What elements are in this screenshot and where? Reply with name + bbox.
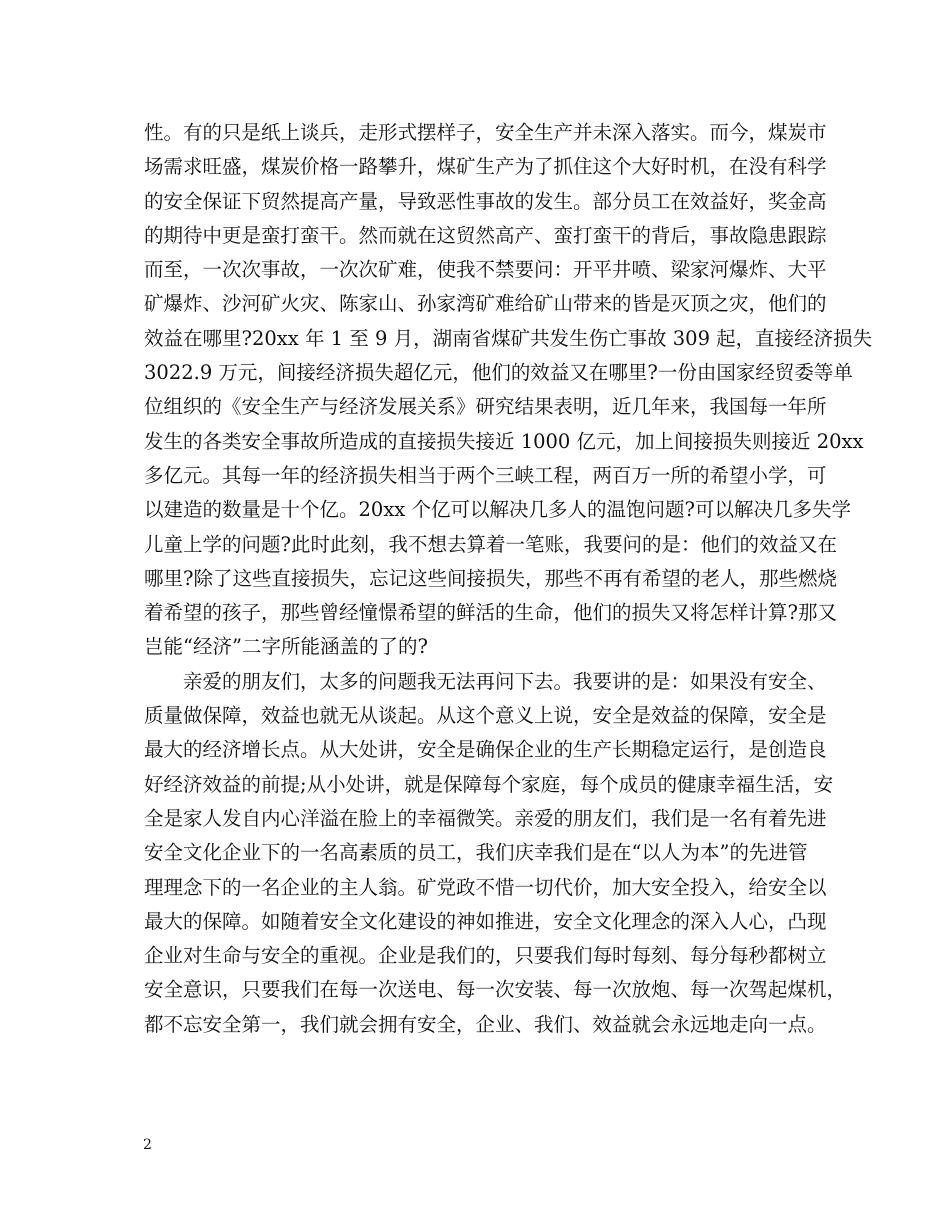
text-line: 以建造的数量是十个亿。20xx 个亿可以解决几多人的温饱问题?可以解决几多失学	[144, 498, 851, 522]
text-line: 场需求旺盛，煤炭价格一路攀升，煤矿生产为了抓住这个大好时机，在没有科学	[144, 155, 827, 179]
text-line: 3022.9 万元，间接经济损失超亿元，他们的效益又在哪里?一份由国家经贸委等单	[144, 361, 853, 385]
text-line: 都不忘安全第一，我们就会拥有安全，企业、我们、效益就会永远地走向一点。	[144, 1012, 827, 1036]
body-text	[144, 116, 873, 1042]
text-line: 最大的保障。如随着安全文化建设的神如推进，安全文化理念的深入人心，凸现	[144, 909, 827, 933]
text-line: 的期待中更是蛮打蛮干。然而就在这贸然高产、蛮打蛮干的背后，事故隐患跟踪	[144, 223, 827, 247]
text-line: 最大的经济增长点。从大处讲，安全是确保企业的生产长期稳定运行，是创造良	[144, 738, 827, 762]
text-line: 效益在哪里?20xx 年 1 至 9 月，湖南省煤矿共发生伤亡事故 309 起，直接经济损失	[144, 326, 873, 350]
text-line: 着希望的孩子，那些曾经憧憬希望的鲜活的生命，他们的损失又将怎样计算?那又	[144, 601, 837, 625]
text-line: 儿童上学的问题?此时此刻，我不想去算着一笔账，我要问的是：他们的效益又在	[144, 532, 837, 556]
text-line: 理理念下的一名企业的主人翁。矿党政不惜一切代价，加大安全投入，给安全以	[144, 875, 827, 899]
text-line: 位组织的《安全生产与经济发展关系》研究结果表明，近几年来，我国每一年所	[144, 395, 827, 419]
paragraph	[144, 116, 873, 665]
text-line: 岂能“经济”二字所能涵盖的了的?	[144, 635, 428, 659]
text-line: 发生的各类安全事故所造成的直接损失接近 1000 亿元，加上间接损失则接近 20xx	[144, 429, 864, 453]
text-line: 性。有的只是纸上谈兵，走形式摆样子，安全生产并未深入落实。而今，煤炭市	[144, 121, 827, 144]
text-line: 矿爆炸、沙河矿火灾、陈家山、孙家湾矿难给矿山带来的皆是灭顶之灾，他们的	[144, 292, 827, 316]
text-line: 而至，一次次事故，一次次矿难，使我不禁要问：开平井喷、梁家河爆炸、大平	[144, 258, 827, 282]
text-line: 全是家人发自内心洋溢在脸上的幸福微笑。亲爱的朋友们，我们是一名有着先进	[144, 806, 827, 830]
text-line: 多亿元。其每一年的经济损失相当于两个三峡工程，两百万一所的希望小学，可	[144, 463, 827, 487]
paragraph	[144, 665, 847, 1042]
text-line: 亲爱的朋友们，太多的问题我无法再问下去。我要讲的是：如果没有安全、	[183, 669, 827, 693]
text-line: 安全意识，只要我们在每一次送电、每一次安装、每一次放炮、每一次驾起煤机，	[144, 978, 847, 1002]
text-line: 的安全保证下贸然提高产量，导致恶性事故的发生。部分员工在效益好，奖金高	[144, 189, 827, 213]
text-line: 好经济效益的前提;从小处讲，就是保障每个家庭，每个成员的健康幸福生活，安	[144, 772, 834, 796]
text-line: 哪里?除了这些直接损失，忘记这些间接损失，那些不再有希望的老人，那些燃烧	[144, 566, 837, 590]
page-number: 2	[143, 1137, 152, 1153]
text-line: 质量做保障，效益也就无从谈起。从这个意义上说，安全是效益的保障，安全是	[144, 704, 827, 728]
text-line: 安全文化企业下的一名高素质的员工，我们庆幸我们是在“以人为本”的先进管	[144, 841, 808, 865]
text-line: 企业对生命与安全的重视。企业是我们的，只要我们每时每刻、每分每秒都树立	[144, 944, 827, 968]
